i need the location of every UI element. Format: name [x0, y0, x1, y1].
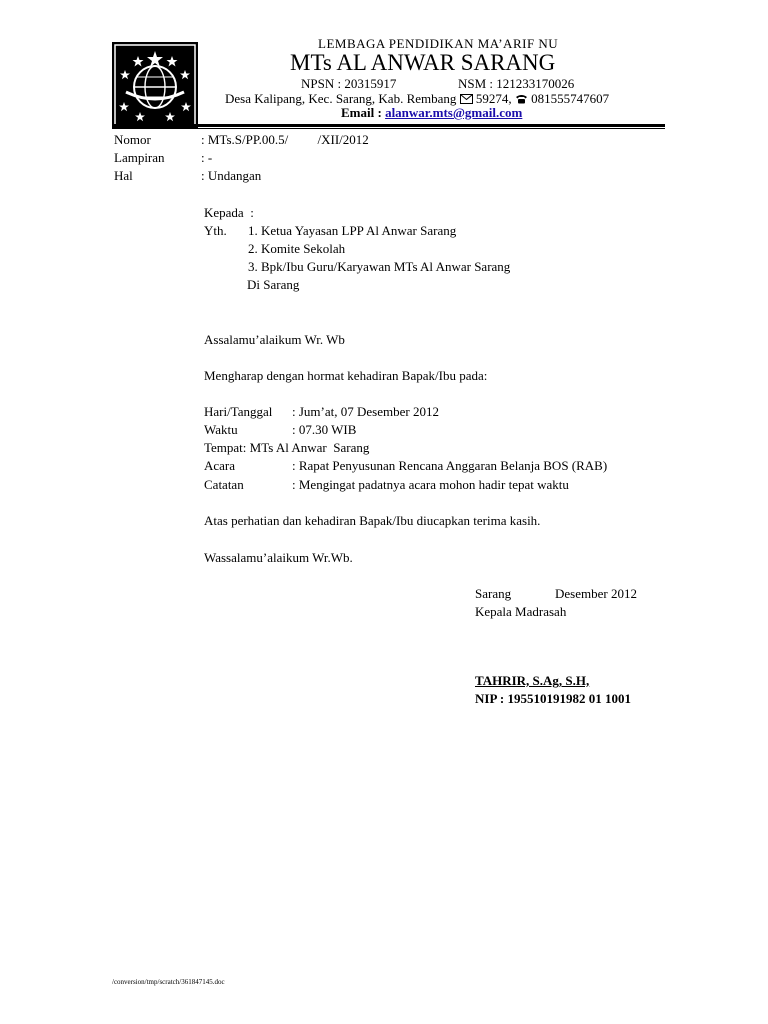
- school-logo: [112, 42, 198, 128]
- yth-label: Yth.: [204, 223, 227, 238]
- recipient-item: 2. Komite Sekolah: [248, 241, 346, 256]
- lampiran-label: Lampiran: [114, 150, 165, 165]
- recipient-item: 1. Ketua Yayasan LPP Al Anwar Sarang: [248, 223, 457, 238]
- nahdlatul-ulama-emblem-icon: [112, 42, 198, 128]
- signatory-name: TAHRIR, S.Ag, S.H,: [475, 673, 590, 688]
- letterhead-divider-thin: [112, 128, 665, 129]
- institution-name: LEMBAGA PENDIDIKAN MA’ARIF NU: [318, 36, 559, 51]
- lampiran-value: : -: [201, 150, 213, 165]
- nsm-number: NSM : 121233170026: [458, 76, 575, 91]
- hari-label: Hari/Tanggal: [204, 404, 273, 419]
- phone-number: 081555747607: [531, 91, 610, 106]
- email-link[interactable]: alanwar.mts@gmail.com: [385, 105, 523, 120]
- address-text: Desa Kalipang, Kec. Sarang, Kab. Rembang: [225, 91, 457, 106]
- hal-value: : Undangan: [201, 168, 262, 183]
- signatory-nip: NIP : 195510191982 01 1001: [475, 691, 631, 706]
- intro-text: Mengharap dengan hormat kehadiran Bapak/Ibu pada:: [204, 368, 488, 383]
- acara-value: : Rapat Penyusunan Rencana Anggaran Belanja BOS (RAB): [292, 458, 608, 473]
- catatan-value: : Mengingat padatnya acara mohon hadir tepat waktu: [292, 477, 569, 492]
- signature-title: Kepala Madrasah: [475, 604, 567, 619]
- email-label: Email :: [341, 105, 382, 120]
- waktu-label: Waktu: [204, 422, 238, 437]
- waktu-value: : 07.30 WIB: [292, 422, 357, 437]
- nomor-value: : MTs.S/PP.00.5/ /XII/2012: [201, 132, 369, 147]
- nomor-label: Nomor: [114, 132, 151, 147]
- kepada-label: Kepada :: [204, 205, 254, 220]
- school-name: MTs AL ANWAR SARANG: [290, 50, 556, 75]
- recipient-item: 3. Bpk/Ibu Guru/Karyawan MTs Al Anwar Sarang: [248, 259, 511, 274]
- closing-text: Atas perhatian dan kehadiran Bapak/Ibu diucapkan terima kasih.: [204, 513, 541, 528]
- signature-date: Desember 2012: [555, 586, 637, 601]
- hal-label: Hal: [114, 168, 133, 183]
- tempat-line: Tempat: MTs Al Anwar Sarang: [204, 440, 370, 455]
- greeting: Assalamu’alaikum Wr. Wb: [204, 332, 345, 347]
- closing-greeting: Wassalamu’alaikum Wr.Wb.: [204, 550, 353, 565]
- email-row: [341, 105, 522, 121]
- catatan-label: Catatan: [204, 477, 244, 492]
- file-path-footer: /conversion/tmp/scratch/361847145.doc: [112, 978, 225, 986]
- postal-code: 59274,: [475, 91, 512, 106]
- npsn-number: NPSN : 20315917: [301, 76, 397, 91]
- acara-label: Acara: [204, 458, 236, 473]
- signature-place: Sarang: [475, 586, 512, 601]
- hari-value: : Jum’at, 07 Desember 2012: [292, 404, 439, 419]
- recipient-location: Di Sarang: [247, 277, 300, 292]
- letterhead-divider: [112, 124, 665, 127]
